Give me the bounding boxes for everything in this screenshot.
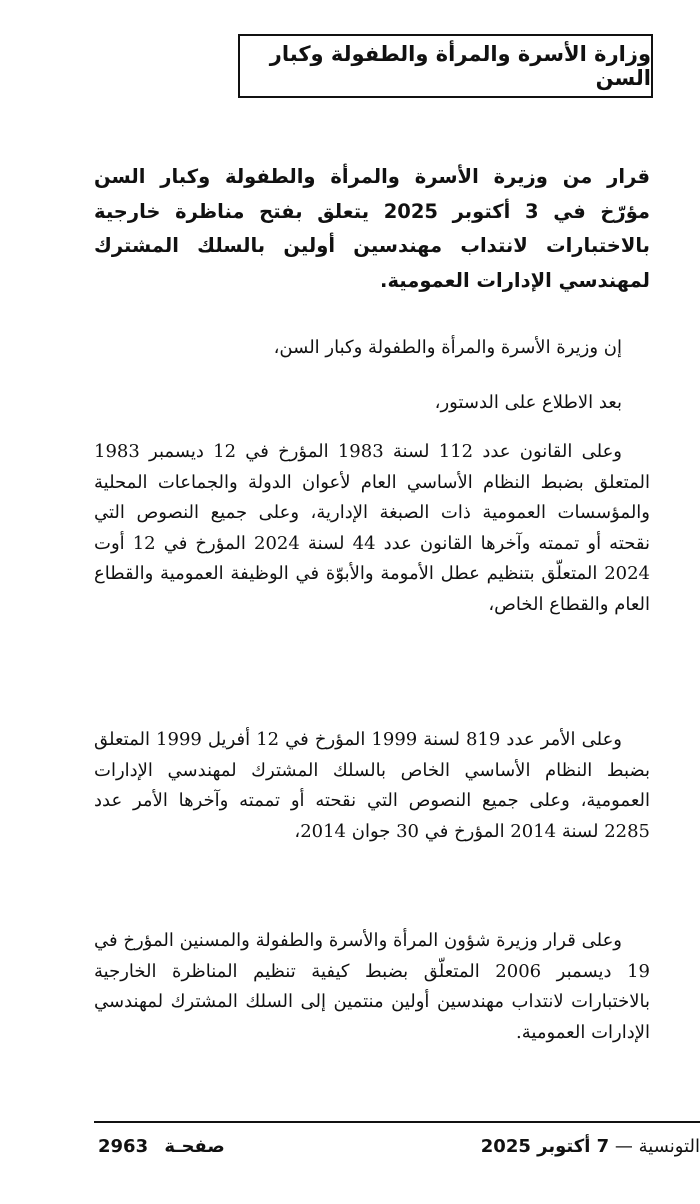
preamble-decision-2006: وعلى قرار وزيرة شؤون المرأة والأسرة والطفولة والمسنين المؤرخ في 19 ديسمبر 2006 المتعلّق بضبط كيفية تنظيم المناظرة الخارجية بالاختبارات لانتداب مهندسين أولين منتمين إلى السلك المشترك لمهندسي الإدارات العمومية. xyxy=(94,930,650,1043)
footer-page-number xyxy=(98,1136,225,1157)
issue-date: 7 أكتوبر 2025 xyxy=(480,1136,610,1157)
preamble-constitution: بعد الاطلاع على الدستور، xyxy=(434,392,622,413)
ministry-header-box xyxy=(238,34,653,98)
page-label: صفحـة xyxy=(164,1136,225,1157)
preamble-minister: إن وزيرة الأسرة والمرأة والطفولة وكبار السن، xyxy=(273,337,622,358)
decree-title: قرار من وزيرة الأسرة والمرأة والطفولة وكبار السن مؤرّخ في 3 أكتوبر 2025 يتعلق بفتح مناظرة خارجية بالاختبارات لانتداب مهندسين أولين بالسلك المشترك لمهندسي الإدارات العمومية. xyxy=(94,165,651,292)
footer-journal-date xyxy=(481,1136,700,1157)
ministry-name: وزارة الأسرة والمرأة والطفولة وكبار السن xyxy=(269,42,651,90)
page-number: 2963 xyxy=(98,1136,149,1157)
preamble-law-112: وعلى القانون عدد 112 لسنة 1983 المؤرخ في 12 ديسمبر 1983 المتعلق بضبط النظام الأساسي العام لأعوان الدولة والجماعات المحلية والمؤسسات العمومية ذات الصبغة الإدارية، وعلى جميع النصوص التي نقحته أو تممته وآخرها القانون عدد 44 لسنة 2024 المؤرخ في 12 أوت 2024 المتعلّق بتنظيم عطل الأمومة والأبوّة في الوظيفة العمومية والقطاع العام والقطاع الخاص، xyxy=(94,441,650,615)
preamble-order-819: وعلى الأمر عدد 819 لسنة 1999 المؤرخ في 12 أفريل 1999 المتعلق بضبط النظام الأساسي الخاص بالسلك المشترك لمهندسي الإدارات العمومية، وعلى جميع النصوص التي نقحته أو تممته وآخرها الأمر عدد 2285 لسنة 2014 المؤرخ في 30 جوان 2014، xyxy=(94,729,650,842)
footer-divider xyxy=(94,1121,700,1123)
journal-name-fragment: التونسية — xyxy=(614,1136,700,1157)
